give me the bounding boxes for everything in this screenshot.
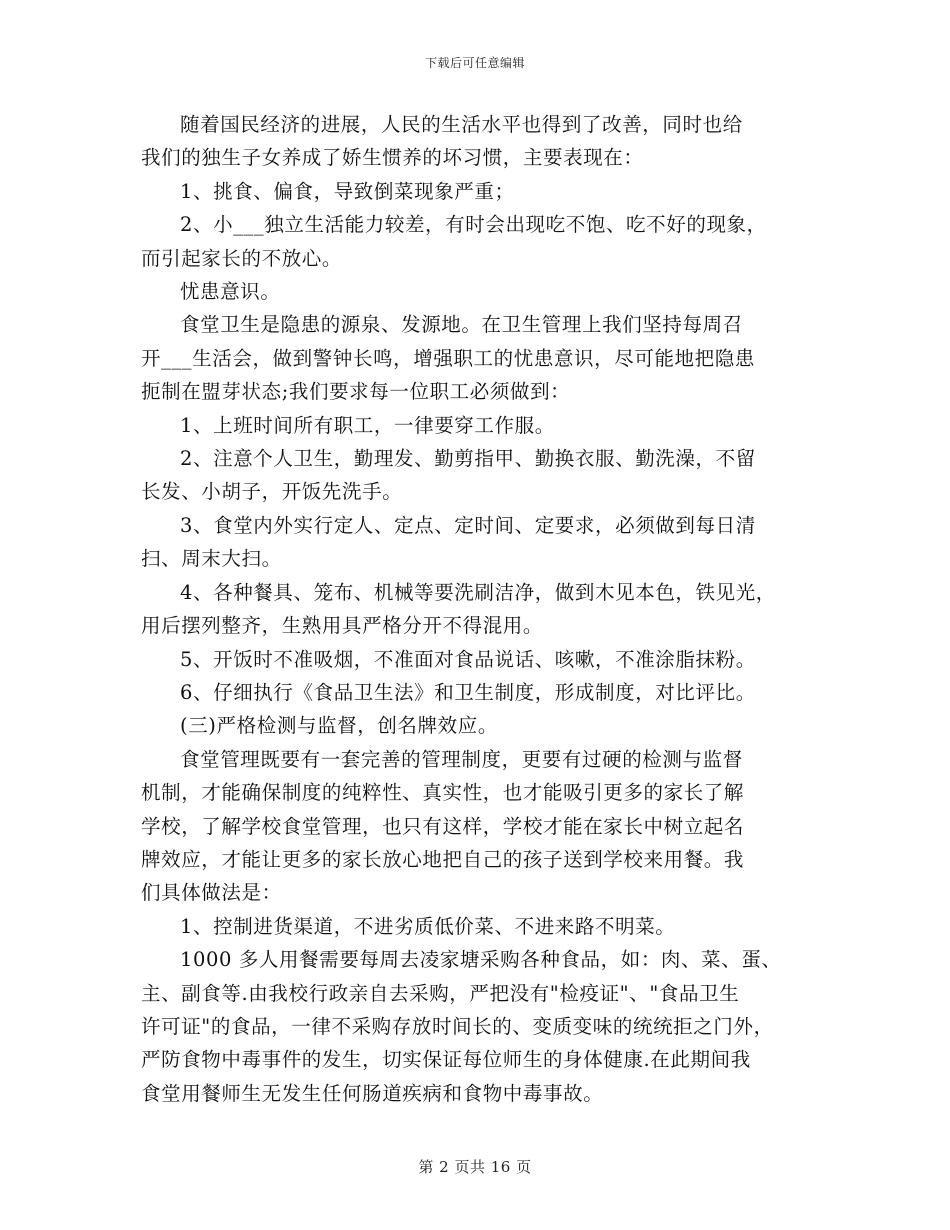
text-line: 食堂用餐师生无发生任何肠道疾病和食物中毒事故。 — [141, 1081, 604, 1105]
text-line: 扫、周末大扫。 — [141, 547, 282, 571]
text-line: 严防食物中毒事件的发生，切实保证每位师生的身体健康.在此期间我 — [141, 1048, 751, 1072]
paragraph — [141, 208, 809, 275]
text-line: 用后摆列整齐，生熟用具严格分开不得混用。 — [141, 614, 544, 638]
text-line: 2、注意个人卫生，勤理发、勤剪指甲、勤换衣服、勤洗澡，不留 — [180, 447, 756, 471]
paragraph — [141, 409, 809, 442]
text-line: 机制，才能确保制度的纯粹性、真实性，也才能吸引更多的家长了解 — [141, 781, 745, 805]
text-line: 扼制在盟芽状态;我们要求每一位职工必须做到： — [141, 380, 571, 404]
paragraph — [141, 709, 809, 742]
page-header: 下载后可任意编辑 — [424, 56, 525, 70]
text-line: 许可证"的食品，一律不采购存放时间长的、变质变味的统统拒之门外， — [141, 1014, 774, 1038]
text-line: 1、控制进货渠道，不进劣质低价菜、不进来路不明菜。 — [180, 914, 676, 938]
text-line: 1、挑食、偏食，导致倒菜现象严重； — [180, 179, 515, 203]
paragraph — [141, 108, 809, 175]
document-body — [141, 108, 809, 1110]
paragraph — [141, 643, 809, 676]
paragraph — [141, 442, 809, 509]
text-line: (三)严格检测与监督，创名牌效应。 — [180, 714, 498, 738]
paragraph — [141, 743, 809, 910]
paragraph — [141, 676, 809, 709]
paragraph — [141, 275, 809, 308]
text-line: 1、上班时间所有职工，一律要穿工作服。 — [180, 413, 555, 437]
text-line: 1000 多人用餐需要每周去凌家塘采购各种食品，如：肉、菜、蛋、 — [180, 948, 782, 972]
paragraph — [141, 910, 809, 943]
text-line: 长发、小胡子，开饭先洗手。 — [141, 480, 403, 504]
text-line: 牌效应，才能让更多的家长放心地把自己的孩子送到学校来用餐。我 — [141, 847, 745, 871]
text-line: 4、各种餐具、笼布、机械等要洗刷洁净，做到木见本色，铁见光， — [180, 580, 776, 604]
page-footer: 第 2 页共 16 页 — [418, 1158, 532, 1176]
text-line: 食堂卫生是隐患的源泉、发源地。在卫生管理上我们坚持每周召 — [180, 313, 743, 337]
paragraph — [141, 175, 809, 208]
paragraph — [141, 943, 809, 1110]
text-line: 我们的独生子女养成了娇生惯养的坏习惯，主要表现在： — [141, 146, 644, 170]
text-line: 而引起家长的不放心。 — [141, 246, 343, 270]
text-line: 学校，了解学校食堂管理，也只有这样，学校才能在家长中树立起名 — [141, 814, 745, 838]
text-line: 3、食堂内外实行定人、定点、定时间、定要求，必须做到每日清 — [180, 513, 756, 537]
text-line: 忧患意识。 — [180, 280, 281, 304]
paragraph — [141, 576, 809, 643]
paragraph — [141, 308, 809, 408]
text-line: 主、副食等.由我校行政亲自去采购，严把没有"检疫证"、"食品卫生 — [141, 981, 740, 1005]
text-line: 开___生活会，做到警钟长鸣，增强职工的忧患意识，尽可能地把隐患 — [141, 346, 755, 370]
text-line: 们具体做法是： — [141, 881, 282, 905]
text-line: 食堂管理既要有一套完善的管理制度，更要有过硬的检测与监督 — [180, 747, 743, 771]
text-line: 2、小___独立生活能力较差，有时会出现吃不饱、吃不好的现象， — [180, 213, 767, 237]
text-line: 6、仔细执行《食品卫生法》和卫生制度，形成制度，对比评比。 — [180, 680, 756, 704]
paragraph — [141, 509, 809, 576]
text-line: 随着国民经济的进展，人民的生活水平也得到了改善，同时也给 — [180, 113, 743, 136]
text-line: 5、开饭时不准吸烟，不准面对食品说话、咳嗽，不准涂脂抹粉。 — [180, 647, 756, 671]
